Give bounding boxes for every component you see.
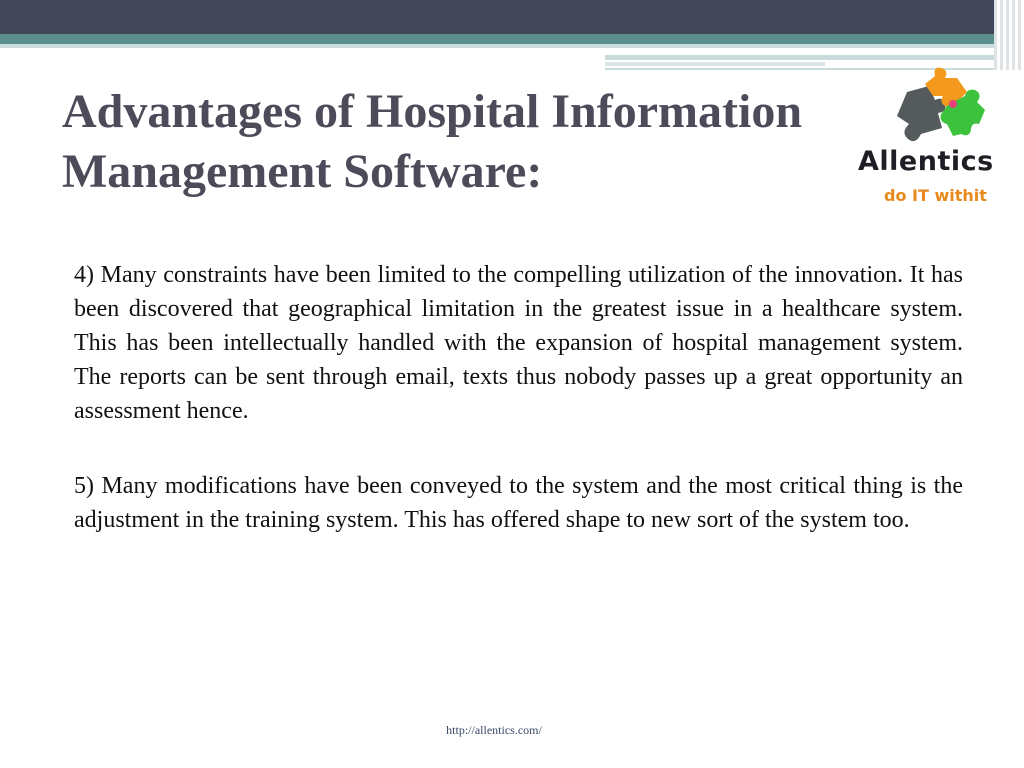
logo-tagline: do IT withit [884, 186, 987, 205]
puzzle-dot-pink [949, 100, 957, 108]
slide-title-line-2: Management Software: [62, 145, 543, 198]
header-accent-line-short [605, 62, 825, 66]
puzzle-pieces-icon [895, 66, 990, 148]
header-band-teal [0, 34, 1024, 44]
allentics-logo [855, 66, 1015, 216]
header-band-pale [0, 44, 1024, 48]
slide-content [74, 258, 963, 578]
paragraph-5: 5) Many modifications have been conveyed to the system and the most critical thing is the adjustment in the training system. This has offered shape to new sort of the system too. [74, 473, 963, 533]
footer-url-link[interactable]: http://allentics.com/ [446, 723, 542, 737]
header-stripes [994, 0, 1024, 70]
logo-brand-name: Allentics [858, 146, 994, 177]
paragraph-4: 4) Many constraints have been limited to the compelling utilization of the innovation. It has been discovered that geographical limitation in the greatest issue in a healthcare system. This has been intellectually handled with the expansion of hospital management system. The reports can be sent through email, texts thus nobody passes up a great opportunity an assessment hence. [74, 262, 963, 424]
header-accent-line [605, 55, 1005, 60]
slide-title [62, 82, 862, 202]
header-band-dark [0, 0, 1024, 34]
slide-title-line-1: Advantages of Hospital Information [62, 85, 803, 138]
